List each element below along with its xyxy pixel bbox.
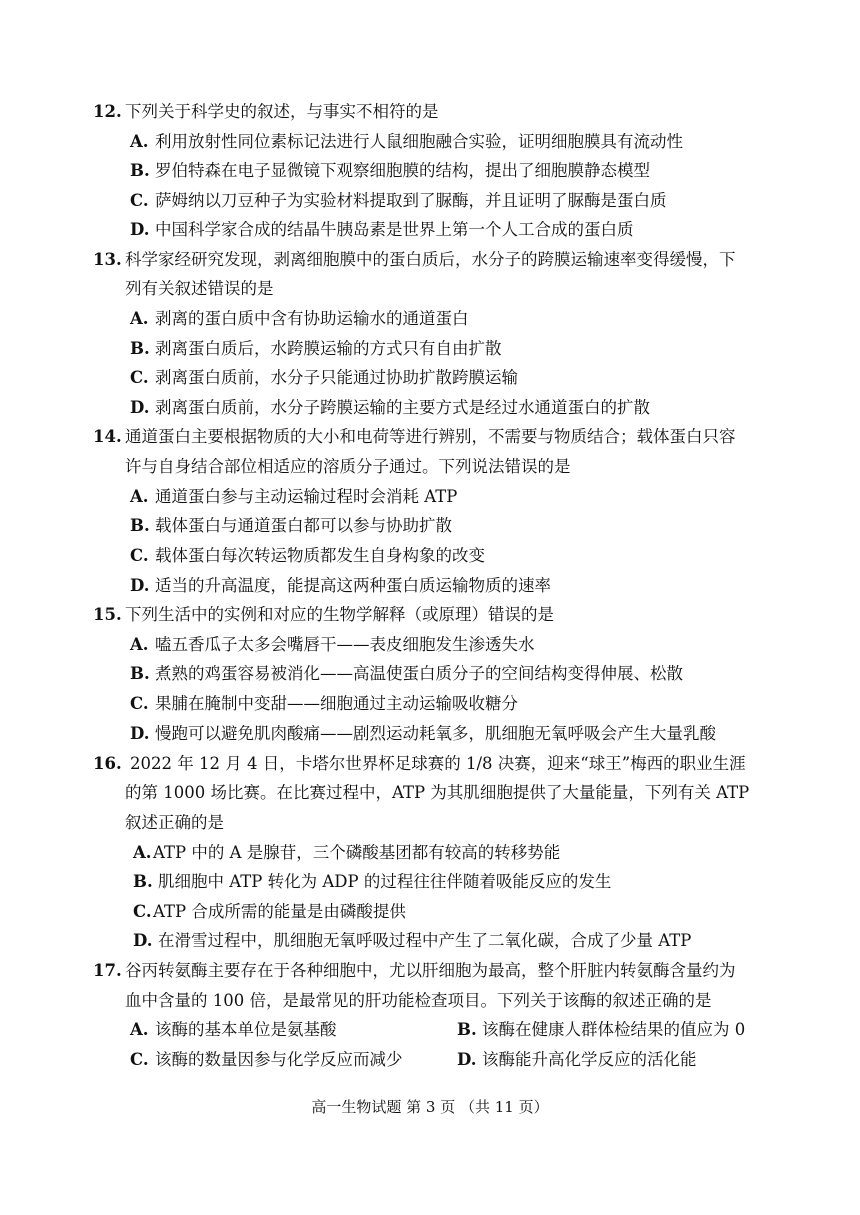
question-number: 16. [93,754,122,773]
question-number: 14. [93,427,122,446]
option-label: D. [130,724,150,743]
option-text: 煮熟的鸡蛋容易被消化——高温使蛋白质分子的空间结构变得伸展、松散 [155,664,683,683]
option-label: A. [130,635,149,654]
option-label: B. [133,872,153,891]
option-label: A. [130,1020,149,1039]
option-text: 慢跑可以避免肌肉酸痛——剧烈运动耗氧多，肌细胞无氧呼吸会产生大量乳酸 [155,724,716,743]
option-label: A. [133,843,152,862]
option-text: 剥离蛋白质前，水分子只能通过协助扩散跨膜运输 [155,368,518,387]
option-text: 肌细胞中 ATP 转化为 ADP 的过程往往伴随着吸能反应的发生 [158,872,612,891]
option-label: C. [130,694,149,713]
option-text: ATP 合成所需的能量是由磷酸提供 [153,902,406,921]
option-text: 剥离的蛋白质中含有协助运输水的通道蛋白 [155,309,469,328]
option-label: D. [133,931,153,950]
option-text: 剥离蛋白质后，水跨膜运输的方式只有自由扩散 [155,339,502,358]
question-text: 的第 1000 场比赛。在比赛过程中，ATP 为其肌细胞提供了大量能量，下列有关 ATP [125,783,750,802]
option-text: 嗑五香瓜子太多会嘴唇干——表皮细胞发生渗透失水 [155,635,535,654]
option-label: B. [130,161,150,180]
question-text: 下列生活中的实例和对应的生物学解释（或原理）错误的是 [125,605,554,624]
option-text: 利用放射性同位素标记法进行人鼠细胞融合实验，证明细胞膜具有流动性 [155,132,683,151]
question-number: 17. [93,961,122,980]
question-text: 谷丙转氨酶主要存在于各种细胞中，尤以肝细胞为最高，整个肝脏内转氨酶含量约为 [125,961,736,980]
question-text: 列有关叙述错误的是 [125,279,274,298]
option-text: 通道蛋白参与主动运输过程时会消耗 ATP [155,487,458,506]
option-label: D. [130,220,150,239]
option-label: C. [133,902,152,921]
option-text: 剥离蛋白质前，水分子跨膜运输的主要方式是经过水通道蛋白的扩散 [155,398,650,417]
question-text: 血中含量的 100 倍，是最常见的肝功能检查项目。下列关于该酶的叙述正确的是 [125,991,712,1010]
option-label: C. [130,191,149,210]
option-text: 适当的升高温度，能提高这两种蛋白质运输物质的速率 [155,576,551,595]
option-text: 该酶的数量因参与化学反应而减少 [155,1050,403,1069]
option-label: C. [130,1050,149,1069]
option-label: B. [457,1020,477,1039]
page-footer: 高一生物试题 第 3 页 （共 11 页） [311,1098,549,1116]
option-label: C. [130,368,149,387]
option-label: D. [130,576,150,595]
option-label: B. [130,516,150,535]
option-text: 罗伯特森在电子显微镜下观察细胞膜的结构，提出了细胞膜静态模型 [155,161,650,180]
option-text: 中国科学家合成的结晶牛胰岛素是世界上第一个人工合成的蛋白质 [155,220,634,239]
question-text: 下列关于科学史的叙述，与事实不相符的是 [125,102,439,121]
option-text: 载体蛋白与通道蛋白都可以参与协助扩散 [155,516,452,535]
option-text: 该酶在健康人群体检结果的值应为 0 [482,1020,746,1039]
option-label: D. [457,1050,477,1069]
option-label: A. [130,132,149,151]
option-label: C. [130,546,149,565]
option-text: 该酶能升高化学反应的活化能 [482,1050,697,1069]
option-text: ATP 中的 A 是腺苷，三个磷酸基团都有较高的转移势能 [153,843,561,862]
option-label: A. [130,309,149,328]
question-text: 2022 年 12 月 4 日，卡塔尔世界杯足球赛的 1/8 决赛，迎来“球王”梅西的职业生涯 [130,754,746,773]
option-text: 在滑雪过程中，肌细胞无氧呼吸过程中产生了二氧化碳，合成了少量 ATP [158,931,692,950]
option-text: 载体蛋白每次转运物质都发生自身构象的改变 [155,546,485,565]
question-text: 通道蛋白主要根据物质的大小和电荷等进行辨别，不需要与物质结合；载体蛋白只容 [125,427,736,446]
question-text: 许与自身结合部位相适应的溶质分子通过。下列说法错误的是 [125,457,571,476]
option-label: D. [130,398,150,417]
question-number: 12. [93,102,122,121]
question-number: 13. [93,250,122,269]
option-text: 果脯在腌制中变甜——细胞通过主动运输吸收糖分 [155,694,518,713]
option-label: B. [130,664,150,683]
question-text: 科学家经研究发现，剥离细胞膜中的蛋白质后，水分子的跨膜运输速率变得缓慢，下 [125,250,736,269]
option-text: 该酶的基本单位是氨基酸 [155,1020,337,1039]
option-label: B. [130,339,150,358]
question-number: 15. [93,605,122,624]
option-label: A. [130,487,149,506]
option-text: 萨姆纳以刀豆种子为实验材料提取到了脲酶，并且证明了脲酶是蛋白质 [155,191,667,210]
question-text: 叙述正确的是 [125,813,224,832]
